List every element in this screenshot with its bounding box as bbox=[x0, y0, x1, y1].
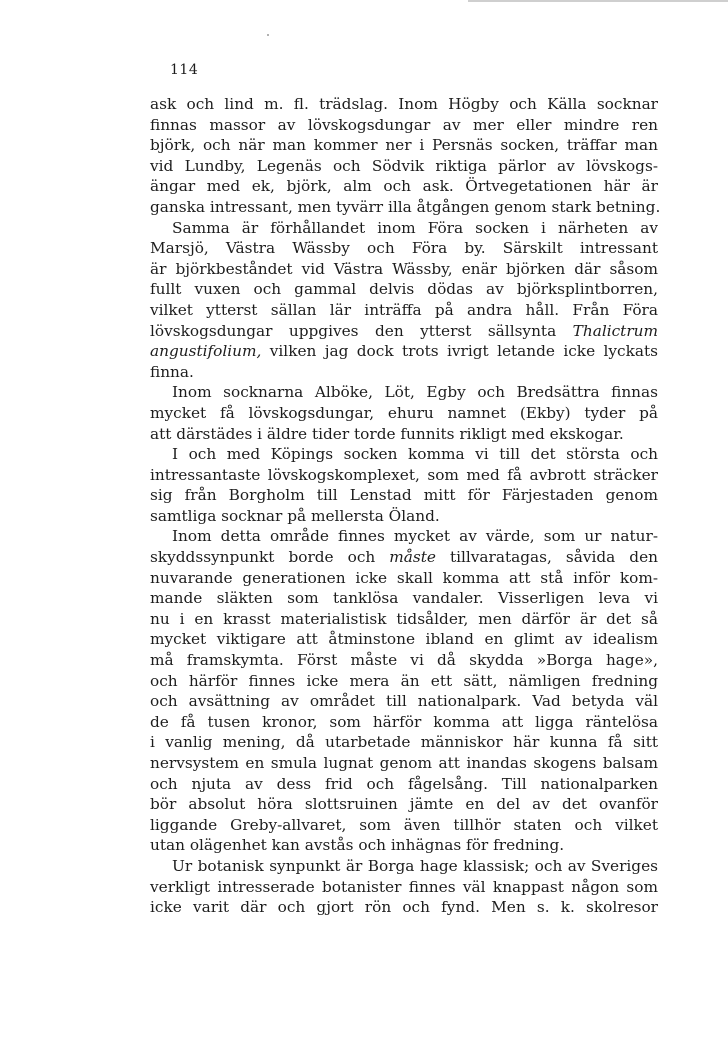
text-line: mande släkten som tanklösa vandaler. Visserligen leva vi bbox=[150, 589, 658, 608]
page-number: 114 bbox=[170, 62, 199, 78]
text-line bbox=[150, 321, 658, 342]
text-line: och härför finnes icke mera än ett sätt, nämligen fredning bbox=[150, 671, 658, 690]
text-line: mycket få lövskogsdungar, ehuru namnet (Ekby) tyder på bbox=[150, 403, 658, 422]
text-line: Ur botanisk synpunkt är Borga hage klassisk; och av Sveriges bbox=[172, 856, 658, 875]
text-line: verkligt intresserade botanister finnes väl knappast någon som bbox=[150, 877, 658, 896]
text-line: ask och lind m. fl. trädslag. Inom Högby och Källa socknar bbox=[150, 95, 658, 113]
text-line: de få tusen kronor, som härför komma att ligga räntelösa bbox=[150, 712, 658, 731]
text-line: Samma är förhållandet inom Föra socken i närheten av bbox=[172, 218, 658, 237]
text-line: icke varit där och gjort rön och fynd. Men s. k. skolresor bbox=[150, 898, 658, 917]
text-line: finnas massor av lövskogsdungar av mer eller mindre ren bbox=[150, 115, 658, 134]
scan-speck bbox=[267, 34, 269, 36]
text-line: nervsystem en smula lugnat genom att inandas skogens balsam bbox=[150, 754, 658, 772]
text-line: mycket viktigare att åtminstone ibland en glimt av idealism bbox=[150, 630, 658, 649]
text-line: vid Lundby, Legenäs och Södvik riktiga pärlor av lövskogs- bbox=[150, 156, 658, 175]
text-line: intressantaste lövskogskomplexet, som med få avbrott sträcker bbox=[150, 465, 658, 484]
text-line: i vanlig mening, då utarbetade människor här kunna få sitt bbox=[150, 733, 658, 752]
text-line: ganska intressant, men tyvärr illa åtgången genom stark betning. bbox=[150, 197, 661, 216]
scan-edge-mark bbox=[468, 0, 728, 2]
body-text bbox=[150, 94, 661, 918]
text-segment: lövskogsdungar uppgives den ytterst sällsynta bbox=[150, 321, 557, 340]
text-line: nu i en krasst materialistisk tidsålder, men därför är det så bbox=[150, 609, 658, 628]
text-line: Inom socknarna Alböke, Löt, Egby och Bredsättra finnas bbox=[172, 383, 658, 402]
text-line: I och med Köpings socken komma vi till det största och bbox=[172, 445, 658, 464]
text-line: är björkbeståndet vid Västra Wässby, enär björken där såsom bbox=[150, 259, 658, 278]
text-line: utan olägenhet kan avstås och inhägnas för fredning. bbox=[150, 836, 565, 855]
text-line: Inom detta område finnes mycket av värde, som ur natur- bbox=[172, 527, 658, 546]
text-line: vilket ytterst sällan lär inträffa på andra håll. Från Föra bbox=[150, 300, 658, 319]
italic-emphasis: måste bbox=[389, 548, 436, 567]
italic-species-name: angustifolium, bbox=[150, 342, 262, 361]
text-line: bör absolut höra slottsruinen jämte en del av det ovanför bbox=[150, 795, 658, 814]
text-line bbox=[150, 547, 658, 568]
text-line: fullt vuxen och gammal delvis dödas av björksplintborren, bbox=[150, 280, 658, 299]
text-line: ängar med ek, björk, alm och ask. Örtvegetationen här är bbox=[150, 177, 658, 196]
text-segment: skyddssynpunkt borde och bbox=[150, 548, 376, 567]
italic-species-name: Thalictrum bbox=[572, 321, 658, 340]
text-line: samtliga socknar på mellersta Öland. bbox=[150, 506, 440, 525]
text-segment: tillvaratagas, såvida den bbox=[449, 548, 658, 567]
text-line: björk, och när man kommer ner i Persnäs socken, träffar man bbox=[150, 136, 658, 155]
text-line: finna. bbox=[150, 362, 194, 381]
text-line: och avsättning av området till nationalpark. Vad betyda väl bbox=[150, 692, 658, 711]
text-line: sig från Borgholm till Lenstad mitt för Färjestaden genom bbox=[150, 486, 658, 505]
text-segment: vilken jag dock trots ivrigt letande icke lyckats bbox=[269, 342, 658, 361]
text-line: må framskymta. Först måste vi då skydda »Borga hage», bbox=[150, 651, 658, 670]
text-line: och njuta av dess frid och fågelsång. Till nationalparken bbox=[150, 774, 658, 793]
text-line bbox=[150, 341, 658, 362]
text-line: att därstädes i äldre tider torde funnits rikligt med ekskogar. bbox=[150, 424, 624, 443]
text-line: Marsjö, Västra Wässby och Föra by. Särskilt intressant bbox=[150, 239, 658, 258]
text-line: liggande Greby-allvaret, som även tillhör staten och vilket bbox=[150, 815, 658, 834]
text-line: nuvarande generationen icke skall komma att stå inför kom- bbox=[150, 568, 658, 587]
